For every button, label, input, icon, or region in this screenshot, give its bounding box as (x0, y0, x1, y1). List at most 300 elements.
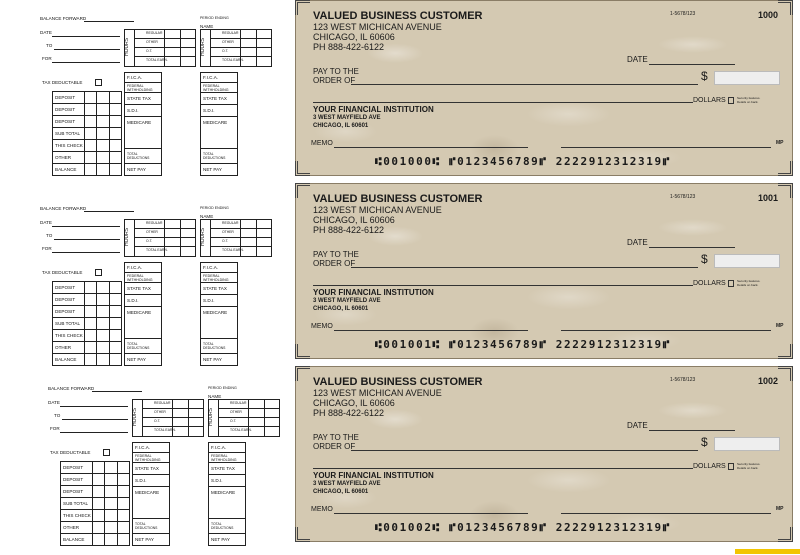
deductions-row-line (132, 474, 170, 475)
for-line[interactable] (52, 252, 120, 253)
hours-label: HOURS (200, 227, 207, 247)
fica-label: F.I.C.A. (203, 265, 219, 270)
state-tax-label: STATE TAX (211, 466, 235, 471)
state-tax-label: STATE TAX (203, 96, 227, 101)
total-earn-label: TOTAL EARN. (146, 58, 168, 62)
memo-label: MEMO (311, 323, 333, 330)
federal-withholding-label: FEDERAL WITHHOLDING (211, 454, 237, 462)
business-address2: CHICAGO, IL 60606 (313, 398, 395, 408)
deductions-row-line (200, 282, 238, 283)
to-label: TO (46, 233, 53, 238)
date-line[interactable] (60, 406, 128, 407)
amount-box[interactable] (714, 254, 780, 268)
micr-line: ⑆001000⑆ ⑈0123456789⑈ 2222912312319⑈ (375, 155, 671, 168)
ot-label: O.T. (154, 419, 161, 423)
signature-line[interactable] (561, 147, 771, 148)
bank-address2: CHICAGO, IL 60601 (313, 123, 369, 129)
regular-label: REGULAR (146, 31, 163, 35)
total-earn-label: TOTAL EARN. (222, 248, 244, 252)
hours-row-line (134, 38, 196, 39)
pay-to-label: PAY TO THE (313, 250, 359, 259)
bank-address1: 3 WEST MAYFIELD AVE (313, 115, 381, 121)
corner-ornament (778, 344, 793, 359)
hours-row-line (210, 246, 272, 247)
check-number: 1000 (758, 10, 779, 20)
bank-address2: CHICAGO, IL 60601 (313, 306, 369, 312)
dollars-label: DOLLARS (693, 463, 726, 470)
to-label: TO (54, 413, 61, 418)
corner-ornament (778, 161, 793, 176)
other-label: OTHER (154, 410, 166, 414)
balance-forward-line (84, 211, 134, 212)
net-pay-label: NET PAY (203, 357, 222, 362)
bank-address1: 3 WEST MAYFIELD AVE (313, 481, 381, 487)
deductions-row-line (200, 163, 238, 164)
deductions-row-line (124, 104, 162, 105)
tax-deductable-checkbox[interactable] (95, 269, 102, 276)
dollar-sign: $ (701, 252, 708, 266)
hours-row-line (142, 426, 204, 427)
signature-line[interactable] (561, 330, 771, 331)
business-address1: 123 WEST MICHICAN AVENUE (313, 388, 442, 398)
for-label: FOR (50, 426, 60, 431)
for-line[interactable] (52, 62, 120, 63)
corner-ornament (295, 0, 310, 15)
deductions-row-line (208, 518, 246, 519)
state-tax-label: STATE TAX (203, 286, 227, 291)
hours-row-line (210, 228, 272, 229)
bank-address2: CHICAGO, IL 60601 (313, 489, 369, 495)
hours-row-line (210, 56, 272, 57)
date-label: DATE (627, 238, 648, 247)
dollar-sign: $ (701, 69, 708, 83)
hours-row-line (134, 246, 196, 247)
period-ending-label: PERIOD ENDING (200, 206, 229, 210)
tax-deductable-checkbox[interactable] (103, 449, 110, 456)
fica-label: F.I.C.A. (127, 75, 143, 80)
balance-label: BALANCE (55, 357, 77, 362)
deductions-row-line (132, 518, 170, 519)
dollars-label: DOLLARS (693, 280, 726, 287)
mp-label: MP (776, 323, 784, 329)
federal-withholding-label: FEDERAL WITHHOLDING (135, 454, 161, 462)
amount-words-line[interactable] (313, 102, 693, 103)
corner-ornament (778, 527, 793, 542)
deductions-row-line (208, 452, 246, 453)
hours-row-line (134, 56, 196, 57)
other-label: OTHER (222, 230, 234, 234)
routing-fraction: 1-5678/123 (670, 377, 696, 383)
deductions-row-line (208, 486, 246, 487)
federal-withholding-label: FEDERAL WITHHOLDING (127, 84, 153, 92)
check-number: 1001 (758, 193, 779, 203)
ot-label: O.T. (230, 419, 237, 423)
medicare-label: MEDICARE (127, 310, 152, 315)
deductions-row-line (132, 533, 170, 534)
business-phone: PH 888-422-6122 (313, 42, 385, 52)
register-row-line (52, 353, 122, 354)
deductions-row-line (208, 533, 246, 534)
corner-ornament (295, 344, 310, 359)
date-label: DATE (40, 220, 52, 225)
net-pay-label: NET PAY (203, 167, 222, 172)
other-label: OTHER (55, 155, 72, 160)
date-line[interactable] (649, 64, 735, 65)
ot-label: O.T. (146, 49, 153, 53)
register-row-line (52, 317, 122, 318)
corner-ornament (295, 527, 310, 542)
deposit-label: DEPOSIT (63, 465, 84, 470)
hours-row-line (218, 417, 280, 418)
payee-line[interactable] (351, 84, 698, 85)
period-ending-label: PERIOD ENDING (200, 16, 229, 20)
hours-label: HOURS (208, 407, 215, 427)
business-phone: PH 888-422-6122 (313, 408, 385, 418)
total-deductions-label: TOTAL DEDUCTIONS (127, 342, 150, 350)
sdi-label: S.D.I. (127, 298, 139, 303)
deductions-row-line (200, 272, 238, 273)
medicare-label: MEDICARE (135, 490, 160, 495)
other-label: OTHER (55, 345, 72, 350)
hours-col-divider (264, 399, 265, 437)
payee-line[interactable] (351, 450, 698, 451)
corner-ornament (778, 0, 793, 15)
date-label: DATE (40, 30, 52, 35)
lock-icon (728, 280, 734, 287)
name-label: NAME (208, 394, 222, 399)
hours-divider (210, 219, 211, 257)
this-check-label: THIS CHECK (55, 333, 83, 338)
check-stub (0, 0, 290, 185)
check-stub (8, 370, 298, 555)
date-label: DATE (48, 400, 60, 405)
hours-col-divider (188, 399, 189, 437)
deductions-row-line (132, 452, 170, 453)
fica-label: F.I.C.A. (211, 445, 227, 450)
balance-forward-label: BALANCE FORWARD (40, 206, 87, 211)
lock-icon (728, 463, 734, 470)
total-deductions-label: TOTAL DEDUCTIONS (135, 522, 158, 530)
this-check-label: THIS CHECK (63, 513, 91, 518)
date-line[interactable] (649, 247, 735, 248)
regular-label: REGULAR (222, 221, 239, 225)
total-deductions-label: TOTAL DEDUCTIONS (203, 342, 226, 350)
net-pay-label: NET PAY (135, 537, 154, 542)
micr-line: ⑆001001⑆ ⑈0123456789⑈ 2222912312319⑈ (375, 338, 671, 351)
fica-label: F.I.C.A. (135, 445, 151, 450)
register-row-line (52, 151, 122, 152)
total-earn-label: TOTAL EARN. (154, 428, 176, 432)
memo-label: MEMO (311, 140, 333, 147)
period-ending-label: PERIOD ENDING (208, 386, 237, 390)
federal-withholding-label: FEDERAL WITHHOLDING (203, 84, 229, 92)
dollars-label: DOLLARS (693, 97, 726, 104)
signature-line[interactable] (561, 513, 771, 514)
medicare-label: MEDICARE (127, 120, 152, 125)
deposit-label: DEPOSIT (55, 285, 76, 290)
corner-ornament (295, 366, 310, 381)
deductions-row-line (200, 338, 238, 339)
deductions-row-line (132, 462, 170, 463)
order-of-label: ORDER OF (313, 259, 356, 268)
name-label: NAME (200, 214, 214, 219)
to-line[interactable] (54, 49, 120, 50)
memo-line[interactable] (334, 330, 528, 331)
pay-to-label: PAY TO THE (313, 433, 359, 442)
mp-label: MP (776, 506, 784, 512)
register-row-line (60, 473, 130, 474)
register-row-line (52, 115, 122, 116)
date-line[interactable] (52, 36, 120, 37)
register-row-line (52, 163, 122, 164)
deposit-label: DEPOSIT (55, 297, 76, 302)
medicare-label: MEDICARE (211, 490, 236, 495)
business-address1: 123 WEST MICHICAN AVENUE (313, 205, 442, 215)
sdi-label: S.D.I. (211, 478, 223, 483)
date-label: DATE (627, 55, 648, 64)
deductions-row-line (124, 272, 162, 273)
check (295, 0, 793, 176)
security-text: Security features. Details on back. (737, 96, 761, 104)
this-check-label: THIS CHECK (55, 143, 83, 148)
dollar-sign: $ (701, 435, 708, 449)
to-label: TO (46, 43, 53, 48)
ot-label: O.T. (222, 239, 229, 243)
date-line[interactable] (52, 226, 120, 227)
deductions-row-line (124, 294, 162, 295)
hours-col-divider (256, 219, 257, 257)
sub-total-label: SUB TOTAL (55, 131, 81, 136)
balance-forward-line (84, 21, 134, 22)
sdi-label: S.D.I. (127, 108, 139, 113)
pay-to-label: PAY TO THE (313, 67, 359, 76)
deposit-label: DEPOSIT (55, 119, 76, 124)
deductions-row-line (124, 338, 162, 339)
lock-icon (728, 97, 734, 104)
tax-deductable-label: TAX DEDUCTABLE (42, 80, 83, 85)
hours-col-divider (180, 219, 181, 257)
memo-line[interactable] (334, 513, 528, 514)
business-name: VALUED BUSINESS CUSTOMER (313, 193, 483, 205)
deductions-row-line (124, 116, 162, 117)
net-pay-label: NET PAY (211, 537, 230, 542)
sdi-label: S.D.I. (135, 478, 147, 483)
check (295, 183, 793, 359)
register-row-line (52, 103, 122, 104)
deductions-row-line (200, 306, 238, 307)
balance-forward-label: BALANCE FORWARD (48, 386, 95, 391)
register-row-line (52, 305, 122, 306)
for-line[interactable] (60, 432, 128, 433)
deductions-row-line (132, 486, 170, 487)
register-row-line (60, 533, 130, 534)
state-tax-label: STATE TAX (127, 286, 151, 291)
deductions-row-line (200, 116, 238, 117)
business-address1: 123 WEST MICHICAN AVENUE (313, 22, 442, 32)
date-line[interactable] (649, 430, 735, 431)
hours-row-line (210, 38, 272, 39)
other-label: OTHER (146, 40, 158, 44)
check-number: 1002 (758, 376, 779, 386)
hours-divider (210, 29, 211, 67)
business-address2: CHICAGO, IL 60606 (313, 32, 395, 42)
business-name: VALUED BUSINESS CUSTOMER (313, 10, 483, 22)
hours-row-line (134, 237, 196, 238)
security-text: Security features. Details on back. (737, 462, 761, 470)
sub-total-label: SUB TOTAL (55, 321, 81, 326)
hours-row-line (210, 47, 272, 48)
sub-total-label: SUB TOTAL (63, 501, 89, 506)
amount-box[interactable] (714, 437, 780, 451)
hours-row-line (218, 408, 280, 409)
hours-divider (134, 219, 135, 257)
payee-line[interactable] (351, 267, 698, 268)
deductions-row-line (124, 163, 162, 164)
check-stub (0, 190, 290, 375)
register-row-line (52, 329, 122, 330)
mp-label: MP (776, 140, 784, 146)
order-of-label: ORDER OF (313, 76, 356, 85)
balance-label: BALANCE (63, 537, 85, 542)
regular-label: REGULAR (146, 221, 163, 225)
bank-name: YOUR FINANCIAL INSTITUTION (313, 105, 434, 114)
name-label: NAME (200, 24, 214, 29)
routing-fraction: 1-5678/123 (670, 11, 696, 17)
deductions-row-line (200, 92, 238, 93)
deductions-row-line (208, 474, 246, 475)
other-label: OTHER (63, 525, 80, 530)
deductions-row-line (124, 82, 162, 83)
sdi-label: S.D.I. (203, 108, 215, 113)
balance-forward-label: BALANCE FORWARD (40, 16, 87, 21)
deposit-label: DEPOSIT (55, 95, 76, 100)
security-text: Security features. Details on back. (737, 279, 761, 287)
net-pay-label: NET PAY (127, 357, 146, 362)
hours-col-divider (256, 29, 257, 67)
memo-line[interactable] (334, 147, 528, 148)
micr-line: ⑆001002⑆ ⑈0123456789⑈ 2222912312319⑈ (375, 521, 671, 534)
date-label: DATE (627, 421, 648, 430)
bank-name: YOUR FINANCIAL INSTITUTION (313, 471, 434, 480)
other-label: OTHER (222, 40, 234, 44)
hours-label: HOURS (132, 407, 139, 427)
hours-col-divider (180, 29, 181, 67)
deposit-label: DEPOSIT (55, 309, 76, 314)
total-earn-label: TOTAL EARN. (146, 248, 168, 252)
deductions-row-line (200, 104, 238, 105)
corner-ornament (295, 183, 310, 198)
tax-deductable-checkbox[interactable] (95, 79, 102, 86)
regular-label: REGULAR (230, 401, 247, 405)
deductions-row-line (200, 353, 238, 354)
to-line[interactable] (62, 419, 128, 420)
deductions-row-line (124, 353, 162, 354)
register-row-line (52, 341, 122, 342)
register-row-line (60, 509, 130, 510)
register-row-line (52, 293, 122, 294)
hours-row-line (210, 237, 272, 238)
state-tax-label: STATE TAX (135, 466, 159, 471)
hours-row-line (134, 47, 196, 48)
business-phone: PH 888-422-6122 (313, 225, 385, 235)
medicare-label: MEDICARE (203, 120, 228, 125)
hours-divider (218, 399, 219, 437)
hours-label: HOURS (124, 37, 131, 57)
routing-fraction: 1-5678/123 (670, 194, 696, 200)
fica-label: F.I.C.A. (203, 75, 219, 80)
deposit-label: DEPOSIT (63, 489, 84, 494)
corner-ornament (778, 183, 793, 198)
deposit-label: DEPOSIT (63, 477, 84, 482)
deductions-row-line (124, 92, 162, 93)
regular-label: REGULAR (222, 31, 239, 35)
memo-label: MEMO (311, 506, 333, 513)
regular-label: REGULAR (154, 401, 171, 405)
total-earn-label: TOTAL EARN. (230, 428, 252, 432)
hours-row-line (142, 408, 204, 409)
federal-withholding-label: FEDERAL WITHHOLDING (127, 274, 153, 282)
check (295, 366, 793, 542)
ot-label: O.T. (222, 49, 229, 53)
deductions-row-line (208, 462, 246, 463)
register-row-line (60, 485, 130, 486)
deposit-label: DEPOSIT (55, 107, 76, 112)
total-deductions-label: TOTAL DEDUCTIONS (203, 152, 226, 160)
for-label: FOR (42, 246, 52, 251)
federal-withholding-label: FEDERAL WITHHOLDING (203, 274, 229, 282)
net-pay-label: NET PAY (127, 167, 146, 172)
total-earn-label: TOTAL EARN. (222, 58, 244, 62)
register-row-line (60, 521, 130, 522)
hours-divider (134, 29, 135, 67)
order-of-label: ORDER OF (313, 442, 356, 451)
bank-name: YOUR FINANCIAL INSTITUTION (313, 288, 434, 297)
total-deductions-label: TOTAL DEDUCTIONS (127, 152, 150, 160)
to-line[interactable] (54, 239, 120, 240)
amount-words-line[interactable] (313, 285, 693, 286)
tax-deductable-label: TAX DEDUCTABLE (50, 450, 91, 455)
deductions-row-line (200, 82, 238, 83)
fica-label: F.I.C.A. (127, 265, 143, 270)
hours-row-line (142, 417, 204, 418)
business-address2: CHICAGO, IL 60606 (313, 215, 395, 225)
amount-box[interactable] (714, 71, 780, 85)
balance-label: BALANCE (55, 167, 77, 172)
amount-words-line[interactable] (313, 468, 693, 469)
register-row-line (52, 139, 122, 140)
hours-label: HOURS (124, 227, 131, 247)
hours-row-line (218, 426, 280, 427)
hours-divider (142, 399, 143, 437)
total-deductions-label: TOTAL DEDUCTIONS (211, 522, 234, 530)
corner-ornament (295, 161, 310, 176)
for-label: FOR (42, 56, 52, 61)
deductions-row-line (124, 148, 162, 149)
deductions-row-line (200, 148, 238, 149)
bank-address1: 3 WEST MAYFIELD AVE (313, 298, 381, 304)
deductions-row-line (124, 282, 162, 283)
business-name: VALUED BUSINESS CUSTOMER (313, 376, 483, 388)
ot-label: O.T. (146, 239, 153, 243)
hours-label: HOURS (200, 37, 207, 57)
register-row-line (52, 127, 122, 128)
tax-deductable-label: TAX DEDUCTABLE (42, 270, 83, 275)
hours-row-line (134, 228, 196, 229)
sdi-label: S.D.I. (203, 298, 215, 303)
state-tax-label: STATE TAX (127, 96, 151, 101)
balance-forward-line (92, 391, 142, 392)
yellow-strip (735, 549, 800, 554)
